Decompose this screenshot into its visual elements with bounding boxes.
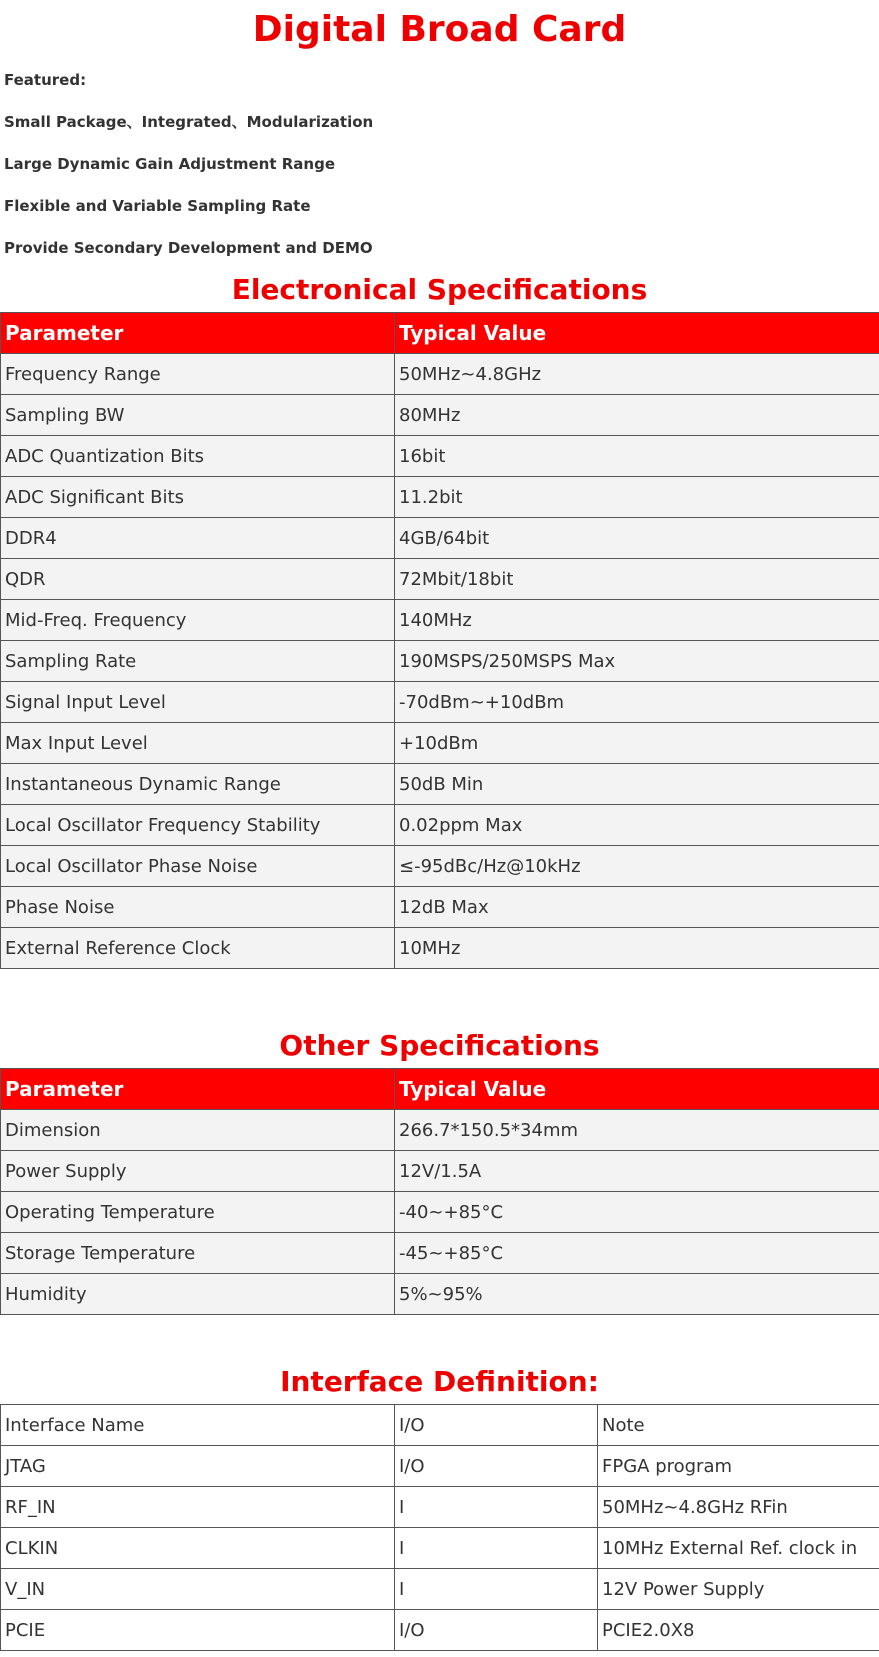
feature-item: Flexible and Variable Sampling Rate xyxy=(4,197,311,215)
header-cell: Typical Value xyxy=(395,313,879,354)
value-cell: -70dBm~+10dBm xyxy=(395,682,879,723)
io-cell: I/O xyxy=(395,1610,598,1651)
value-cell: 50dB Min xyxy=(395,764,879,805)
value-cell: 80MHz xyxy=(395,395,879,436)
table-row xyxy=(1,395,879,436)
table-row xyxy=(1,1528,879,1569)
value-cell: 50MHz~4.8GHz xyxy=(395,354,879,395)
header-cell: Note xyxy=(598,1405,879,1446)
io-cell: I xyxy=(395,1528,598,1569)
value-cell: 0.02ppm Max xyxy=(395,805,879,846)
interface-name-cell: RF_IN xyxy=(1,1487,395,1528)
header-cell: Typical Value xyxy=(395,1069,879,1110)
table-row xyxy=(1,518,879,559)
feature-item: Large Dynamic Gain Adjustment Range xyxy=(4,155,336,173)
interface-name-cell: PCIE xyxy=(1,1610,395,1651)
value-cell: 72Mbit/18bit xyxy=(395,559,879,600)
interface-name-cell: CLKIN xyxy=(1,1528,395,1569)
param-cell: Local Oscillator Frequency Stability xyxy=(1,805,395,846)
table-row xyxy=(1,1487,879,1528)
value-cell: 5%~95% xyxy=(395,1274,879,1315)
param-cell: Signal Input Level xyxy=(1,682,395,723)
table-row xyxy=(1,764,879,805)
value-cell: 12dB Max xyxy=(395,887,879,928)
table-row xyxy=(1,600,879,641)
feature-item: Small Package、Integrated、Modularization xyxy=(4,113,374,131)
value-cell: +10dBm xyxy=(395,723,879,764)
table-header-row xyxy=(1,1069,879,1110)
param-cell: External Reference Clock xyxy=(1,928,395,969)
header-cell: I/O xyxy=(395,1405,598,1446)
note-cell: 50MHz~4.8GHz RFin xyxy=(598,1487,879,1528)
param-cell: Instantaneous Dynamic Range xyxy=(1,764,395,805)
param-cell: ADC Quantization Bits xyxy=(1,436,395,477)
param-cell: QDR xyxy=(1,559,395,600)
table-row xyxy=(1,887,879,928)
io-cell: I xyxy=(395,1487,598,1528)
featured-label: Featured: xyxy=(4,71,87,89)
feature-item: Provide Secondary Development and DEMO xyxy=(4,239,373,257)
param-cell: Sampling Rate xyxy=(1,641,395,682)
value-cell: 16bit xyxy=(395,436,879,477)
param-cell: ADC Significant Bits xyxy=(1,477,395,518)
table-row xyxy=(1,723,879,764)
table-row xyxy=(1,846,879,887)
note-cell: PCIE2.0X8 xyxy=(598,1610,879,1651)
header-cell: Parameter xyxy=(1,1069,395,1110)
electronical-specs-title: Electronical Specifications xyxy=(231,273,648,306)
table-row xyxy=(1,1233,879,1274)
param-cell: Dimension xyxy=(1,1110,395,1151)
table-row xyxy=(1,1110,879,1151)
table-row xyxy=(1,436,879,477)
note-cell: 12V Power Supply xyxy=(598,1569,879,1610)
interface-name-cell: JTAG xyxy=(1,1446,395,1487)
param-cell: Mid-Freq. Frequency xyxy=(1,600,395,641)
param-cell: Storage Temperature xyxy=(1,1233,395,1274)
table-row xyxy=(1,928,879,969)
other-specs-table xyxy=(0,1068,879,1315)
table-row xyxy=(1,1192,879,1233)
table-header-row xyxy=(1,1405,879,1446)
table-row xyxy=(1,1446,879,1487)
param-cell: Humidity xyxy=(1,1274,395,1315)
page-title: Digital Broad Card xyxy=(252,9,627,50)
value-cell: 266.7*150.5*34mm xyxy=(395,1110,879,1151)
table-header-row xyxy=(1,313,879,354)
value-cell: 140MHz xyxy=(395,600,879,641)
interface-name-cell: V_IN xyxy=(1,1569,395,1610)
value-cell: 4GB/64bit xyxy=(395,518,879,559)
electronical-specs-table xyxy=(0,312,879,969)
table-row xyxy=(1,805,879,846)
param-cell: Power Supply xyxy=(1,1151,395,1192)
table-row xyxy=(1,1610,879,1651)
table-row xyxy=(1,682,879,723)
table-row xyxy=(1,477,879,518)
io-cell: I/O xyxy=(395,1446,598,1487)
note-cell: 10MHz External Ref. clock in xyxy=(598,1528,879,1569)
table-row xyxy=(1,641,879,682)
param-cell: Local Oscillator Phase Noise xyxy=(1,846,395,887)
table-row xyxy=(1,559,879,600)
value-cell: 10MHz xyxy=(395,928,879,969)
header-cell: Interface Name xyxy=(1,1405,395,1446)
param-cell: Frequency Range xyxy=(1,354,395,395)
param-cell: DDR4 xyxy=(1,518,395,559)
value-cell: 190MSPS/250MSPS Max xyxy=(395,641,879,682)
other-specs-title: Other Specifications xyxy=(279,1029,600,1062)
header-cell: Parameter xyxy=(1,313,395,354)
table-row xyxy=(1,1151,879,1192)
table-row xyxy=(1,1569,879,1610)
value-cell: ≤-95dBc/Hz@10kHz xyxy=(395,846,879,887)
value-cell: -45~+85°C xyxy=(395,1233,879,1274)
value-cell: 11.2bit xyxy=(395,477,879,518)
interface-definition-title: Interface Definition: xyxy=(280,1365,599,1398)
table-row xyxy=(1,354,879,395)
value-cell: -40~+85°C xyxy=(395,1192,879,1233)
param-cell: Max Input Level xyxy=(1,723,395,764)
note-cell: FPGA program xyxy=(598,1446,879,1487)
table-row xyxy=(1,1274,879,1315)
interface-definition-table xyxy=(0,1404,879,1651)
param-cell: Sampling BW xyxy=(1,395,395,436)
value-cell: 12V/1.5A xyxy=(395,1151,879,1192)
param-cell: Operating Temperature xyxy=(1,1192,395,1233)
io-cell: I xyxy=(395,1569,598,1610)
param-cell: Phase Noise xyxy=(1,887,395,928)
